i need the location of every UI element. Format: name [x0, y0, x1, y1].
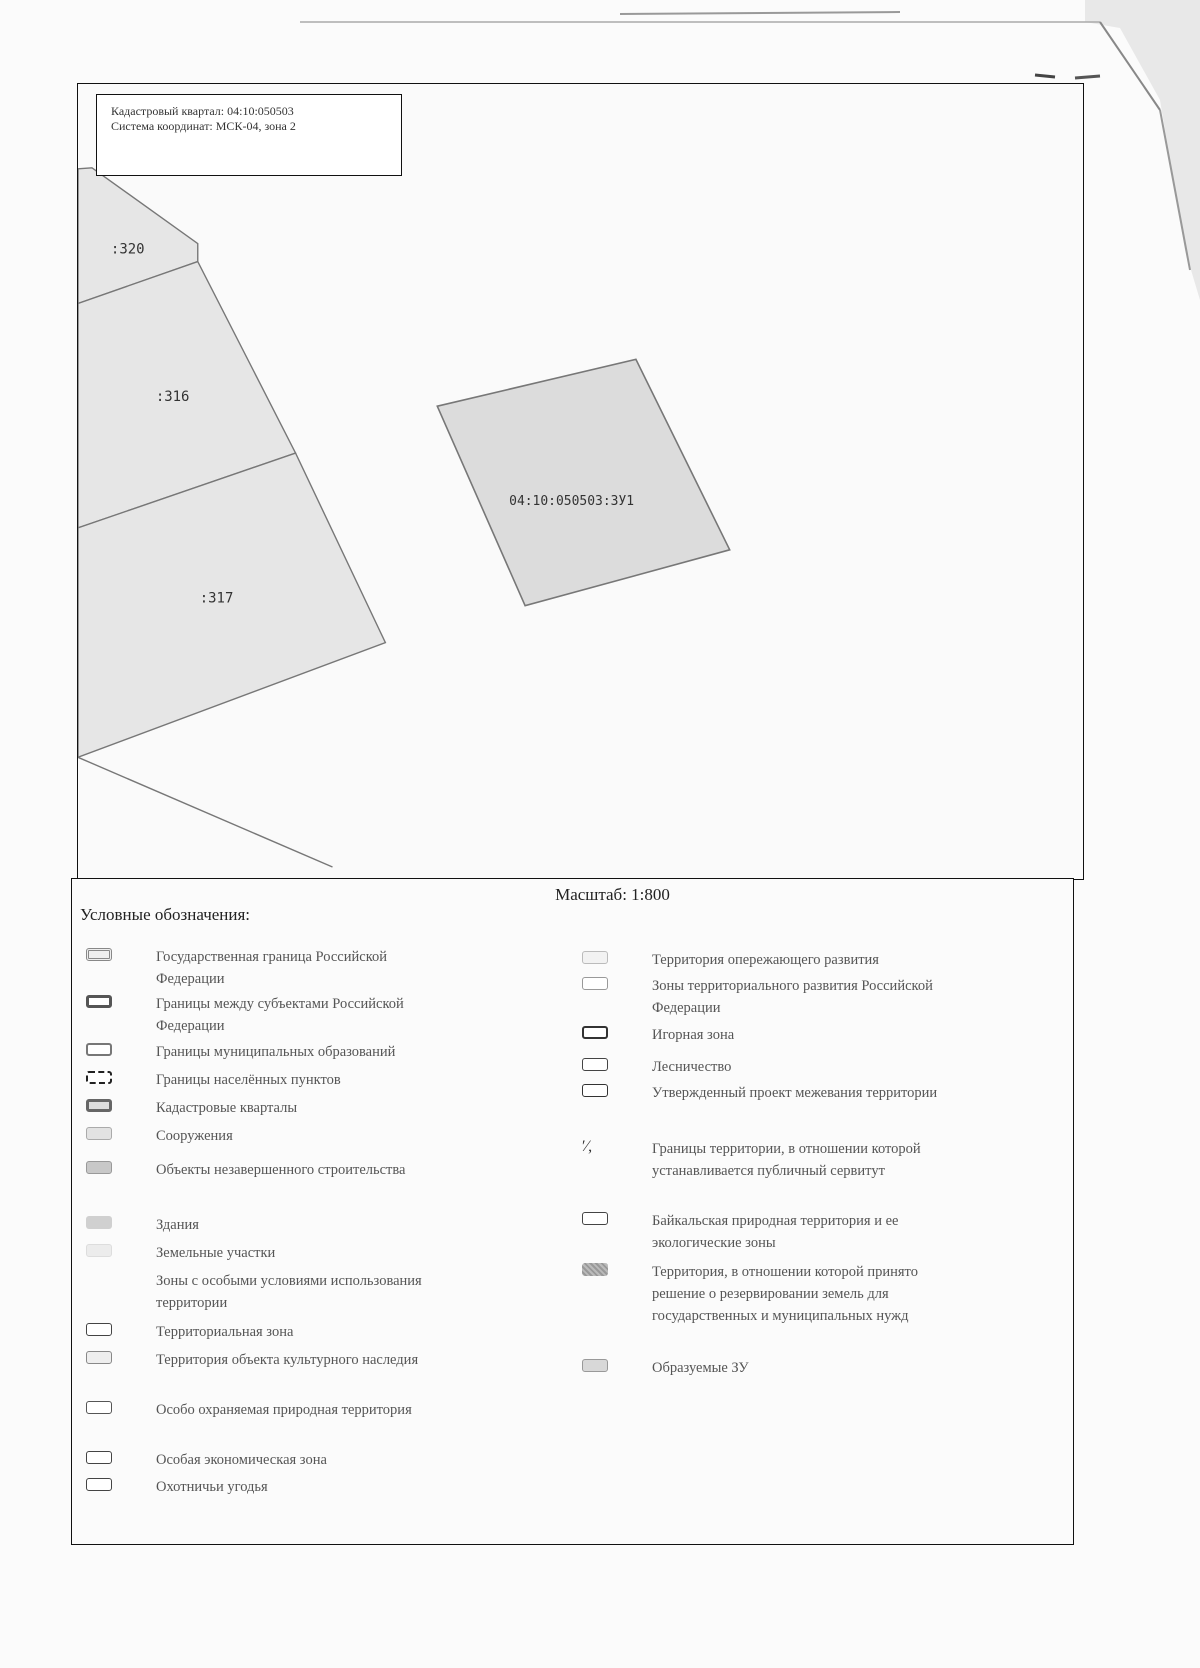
- economic-zone-icon: [86, 1451, 112, 1464]
- legend-item-label: Территория объекта культурного наследия: [156, 1352, 419, 1368]
- legend-item-label: Особая экономическая зона: [156, 1452, 327, 1468]
- legend-title: Условные обозначения:: [80, 905, 251, 924]
- baikal-territory-icon: [582, 1212, 608, 1225]
- legend-frame: [71, 878, 1074, 1545]
- legend-item-label: Игорная зона: [652, 1027, 735, 1043]
- structure-icon: [86, 1127, 112, 1140]
- cultural-heritage-icon: [86, 1351, 112, 1364]
- forestry-icon: [582, 1058, 608, 1071]
- land-plot-icon: [86, 1244, 112, 1257]
- hunting-grounds-icon: [86, 1478, 112, 1491]
- legend-item-label: Границы муниципальных образований: [156, 1044, 396, 1060]
- neighbor-parcels: [78, 168, 385, 867]
- new-parcel-label: 04:10:050503:ЗУ1: [509, 493, 635, 509]
- land-reservation-icon: [582, 1263, 608, 1276]
- map-canvas[interactable]: [78, 84, 1083, 879]
- legend-item-label: Зоны территориального развития Российской Федерации: [652, 978, 933, 1016]
- legend-item-label: Государственная граница Российской Федерации: [156, 949, 388, 987]
- legend-item-label: Зоны с особыми условиями использования территории: [156, 1273, 422, 1311]
- coordinate-system-text: Система координат: МСК-04, зона 2: [111, 119, 296, 133]
- parcel-label-320: :320: [110, 241, 145, 258]
- territorial-zone-icon: [86, 1323, 112, 1336]
- unfinished-construction-icon: [86, 1161, 112, 1174]
- legend-item-label: Границы населённых пунктов: [156, 1072, 341, 1088]
- legend-item-label: Охотничьи угодья: [156, 1479, 268, 1495]
- protected-area-icon: [86, 1401, 112, 1414]
- settlement-border-icon: [86, 1071, 112, 1084]
- municipal-border-icon: [86, 1043, 112, 1056]
- map-frame: [77, 83, 1084, 880]
- legend-item-label: Территориальная зона: [156, 1324, 294, 1340]
- territorial-development-icon: [582, 977, 608, 990]
- legend-item-label: Кадастровые кварталы: [156, 1100, 298, 1116]
- legend-item-label: Территория опережающего развития: [652, 952, 879, 968]
- gambling-zone-icon: [582, 1026, 608, 1039]
- public-servitude-icon: ′⁄,: [582, 1138, 593, 1155]
- parcel-label-317: :317: [199, 590, 234, 607]
- survey-project-icon: [582, 1084, 608, 1097]
- legend-item-label: Образуемые ЗУ: [652, 1360, 749, 1376]
- legend-item-label: Особо охраняемая природная территория: [156, 1402, 412, 1418]
- legend-item-label: Утвержденный проект межевания территории: [652, 1085, 938, 1101]
- legend-item-label: Границы между субъектами Российской Федерации: [156, 996, 404, 1034]
- state-border-icon: [86, 948, 112, 961]
- parcel-label-316: :316: [155, 389, 190, 406]
- cadastral-quarter-text: Кадастровый квартал: 04:10:050503: [111, 104, 294, 118]
- legend-item-label: Территория, в отношении которой принято решение о резервировании земель для государственных и муниципальных нужд: [652, 1264, 918, 1324]
- legend-item-label: Земельные участки: [156, 1245, 276, 1261]
- cadastral-quarter-icon: [86, 1099, 112, 1112]
- scale-label: Масштаб: 1:800: [555, 885, 670, 904]
- legend-item-label: Лесничество: [652, 1059, 732, 1075]
- legend-item-label: Границы территории, в отношении которой устанавливается публичный сервитут: [652, 1141, 921, 1179]
- new-parcel-zu1[interactable]: [437, 359, 729, 605]
- advanced-development-icon: [582, 951, 608, 964]
- legend-item-label: Здания: [156, 1217, 199, 1233]
- new-land-plot-icon: [582, 1359, 608, 1372]
- legend-item-label: Объекты незавершенного строительства: [156, 1162, 406, 1178]
- building-icon: [86, 1216, 112, 1229]
- road-edge-line: [78, 757, 332, 867]
- legend-item-label: Сооружения: [156, 1128, 233, 1144]
- info-box: [96, 94, 402, 176]
- subject-border-icon: [86, 995, 112, 1008]
- legend-item-label: Байкальская природная территория и ее экологические зоны: [652, 1213, 899, 1251]
